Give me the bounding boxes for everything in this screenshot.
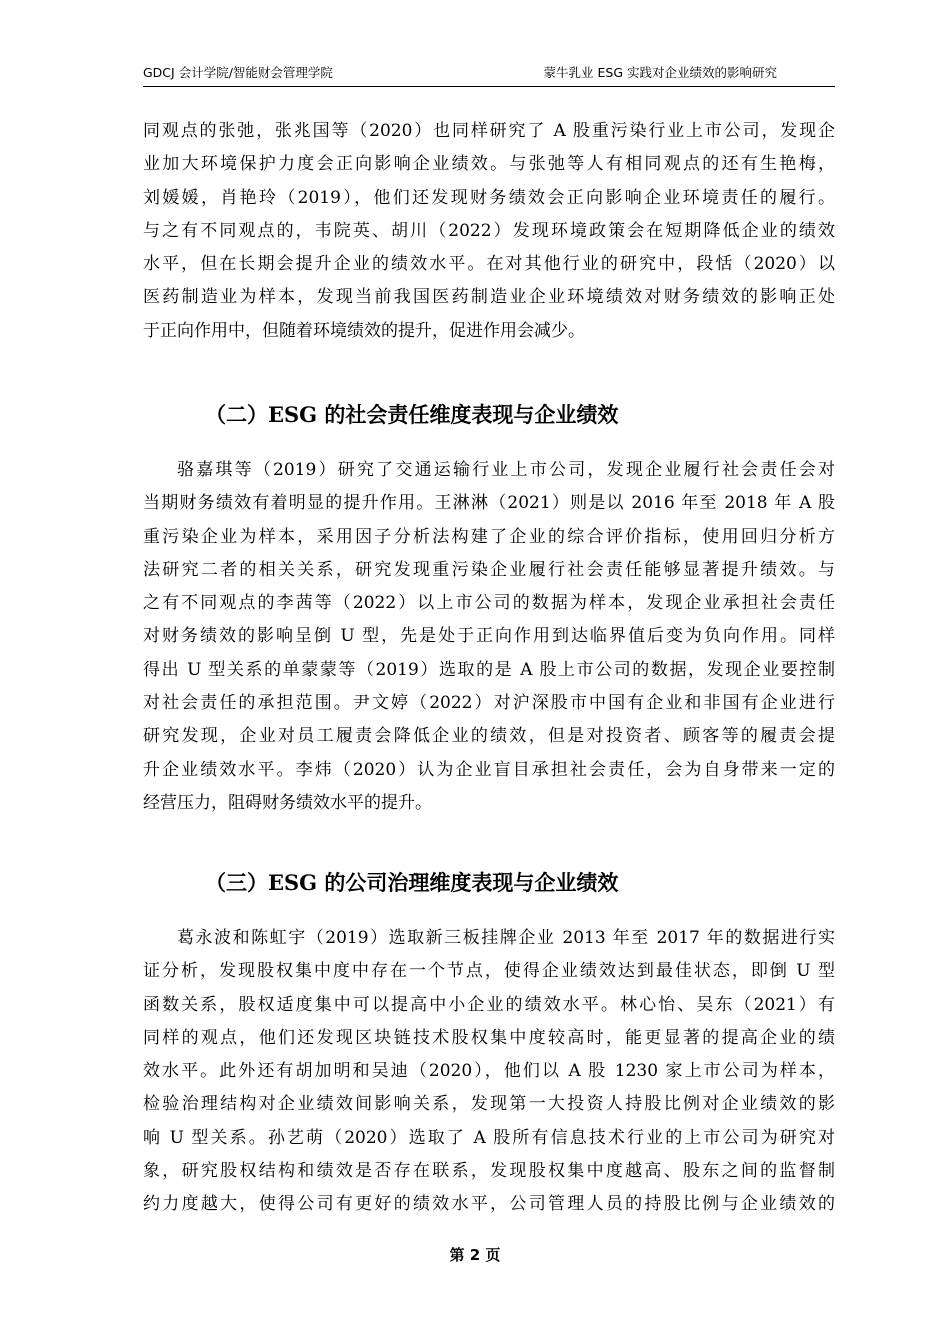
header-left: GDCJ 会计学院/智能财会管理学院 bbox=[143, 65, 333, 80]
section3-paragraph bbox=[143, 922, 835, 1222]
paragraph-line: 升企业绩效水平。李炜（2020）认为企业盲目承担社会责任，会为自身带来一定的 bbox=[143, 759, 835, 780]
paragraph-line: 效水平。此外还有胡加明和吴迪（2020），他们以 A 股 1230 家上市公司为样本， bbox=[143, 1061, 835, 1082]
section1-paragraph bbox=[143, 115, 835, 348]
paragraph-line: 水平，但在长期会提升企业的绩效水平。在对其他行业的研究中，段恬（2020）以 bbox=[143, 254, 835, 275]
paragraph-line: 检验治理结构对企业绩效间影响关系，发现第一大投资人持股比例对企业绩效的影 bbox=[143, 1094, 835, 1115]
paragraph-line: 对财务绩效的影响呈倒 U 型，先是处于正向作用到达临界值后变为负向作用。同样 bbox=[143, 626, 835, 647]
section-heading-2: （二）ESG 的社会责任维度表现与企业绩效 bbox=[205, 402, 619, 427]
paragraph-line: 葛永波和陈虹宇（2019）选取新三板挂牌企业 2013 年至 2017 年的数据进行实 bbox=[177, 928, 835, 948]
section2-paragraph bbox=[143, 454, 835, 820]
section-heading-3: （三）ESG 的公司治理维度表现与企业绩效 bbox=[205, 870, 619, 895]
paragraph-line: 法研究二者的相关关系，研究发现重污染企业履行社会责任能够显著提升绩效。与 bbox=[143, 559, 835, 580]
paragraph-line: 医药制造业为样本，发现当前我国医药制造业企业环境绩效对财务绩效的影响正处 bbox=[143, 287, 835, 308]
paragraph-line: 对社会责任的承担范围。尹文婷（2022）对沪深股市中国有企业和非国有企业进行 bbox=[143, 693, 835, 714]
paragraph-line: 同样的观点，他们还发现区块链技术股权集中度较高时，能更显著的提高企业的绩 bbox=[143, 1027, 835, 1048]
paragraph-line: 刘媛媛，肖艳玲（2019），他们还发现财务绩效会正向影响企业环境责任的履行。 bbox=[143, 187, 835, 208]
paragraph-line: 业加大环境保护力度会正向影响企业绩效。与张弛等人有相同观点的还有生艳梅， bbox=[143, 154, 835, 175]
paragraph-line: 函数关系，股权适度集中可以提高中小企业的绩效水平。林心怡、吴东（2021）有 bbox=[143, 994, 835, 1015]
header-right: 蒙牛乳业 ESG 实践对企业绩效的影响研究 bbox=[543, 65, 777, 80]
paragraph-line: 骆嘉琪等（2019）研究了交通运输行业上市公司，发现企业履行社会责任会对 bbox=[177, 460, 835, 480]
paragraph-line: 响 U 型关系。孙艺萌（2020）选取了 A 股所有信息技术行业的上市公司为研究对 bbox=[143, 1127, 835, 1148]
paragraph-line: 重污染企业为样本，采用因子分析法构建了企业的综合评价指标，使用回归分析方 bbox=[143, 526, 835, 547]
paragraph-line: 研究发现，企业对员工履责会降低企业的绩效，但是对投资者、顾客等的履责会提 bbox=[143, 726, 835, 747]
page-header bbox=[143, 62, 835, 87]
paragraph-line: 约力度越大，使得公司有更好的绩效水平，公司管理人员的持股比例与企业绩效的 bbox=[143, 1194, 835, 1215]
paragraph-line: 证分析，发现股权集中度中存在一个节点，使得企业绩效达到最佳状态，即倒 U 型 bbox=[143, 961, 835, 982]
paragraph-line: 得出 U 型关系的单蒙蒙等（2019）选取的是 A 股上市公司的数据，发现企业要控制 bbox=[143, 659, 835, 680]
page-number: 第 2 页 bbox=[449, 1246, 501, 1264]
paragraph-line: 当期财务绩效有着明显的提升作用。王淋淋（2021）则是以 2016 年至 2018 年 A 股 bbox=[143, 493, 835, 514]
paragraph-line: 之有不同观点的李茜等（2022）以上市公司的数据为样本，发现企业承担社会责任 bbox=[143, 593, 835, 614]
paragraph-line: 于正向作用中，但随着环境绩效的提升，促进作用会减少。 bbox=[143, 320, 585, 341]
paragraph-line: 与之有不同观点的，韦院英、胡川（2022）发现环境政策会在短期降低企业的绩效 bbox=[143, 220, 835, 241]
paragraph-line: 经营压力，阻碍财务绩效水平的提升。 bbox=[143, 792, 432, 813]
paragraph-line: 同观点的张弛，张兆国等（2020）也同样研究了 A 股重污染行业上市公司，发现企 bbox=[143, 121, 835, 141]
paragraph-line: 象，研究股权结构和绩效是否存在联系，发现股权集中度越高、股东之间的监督制 bbox=[143, 1161, 835, 1182]
